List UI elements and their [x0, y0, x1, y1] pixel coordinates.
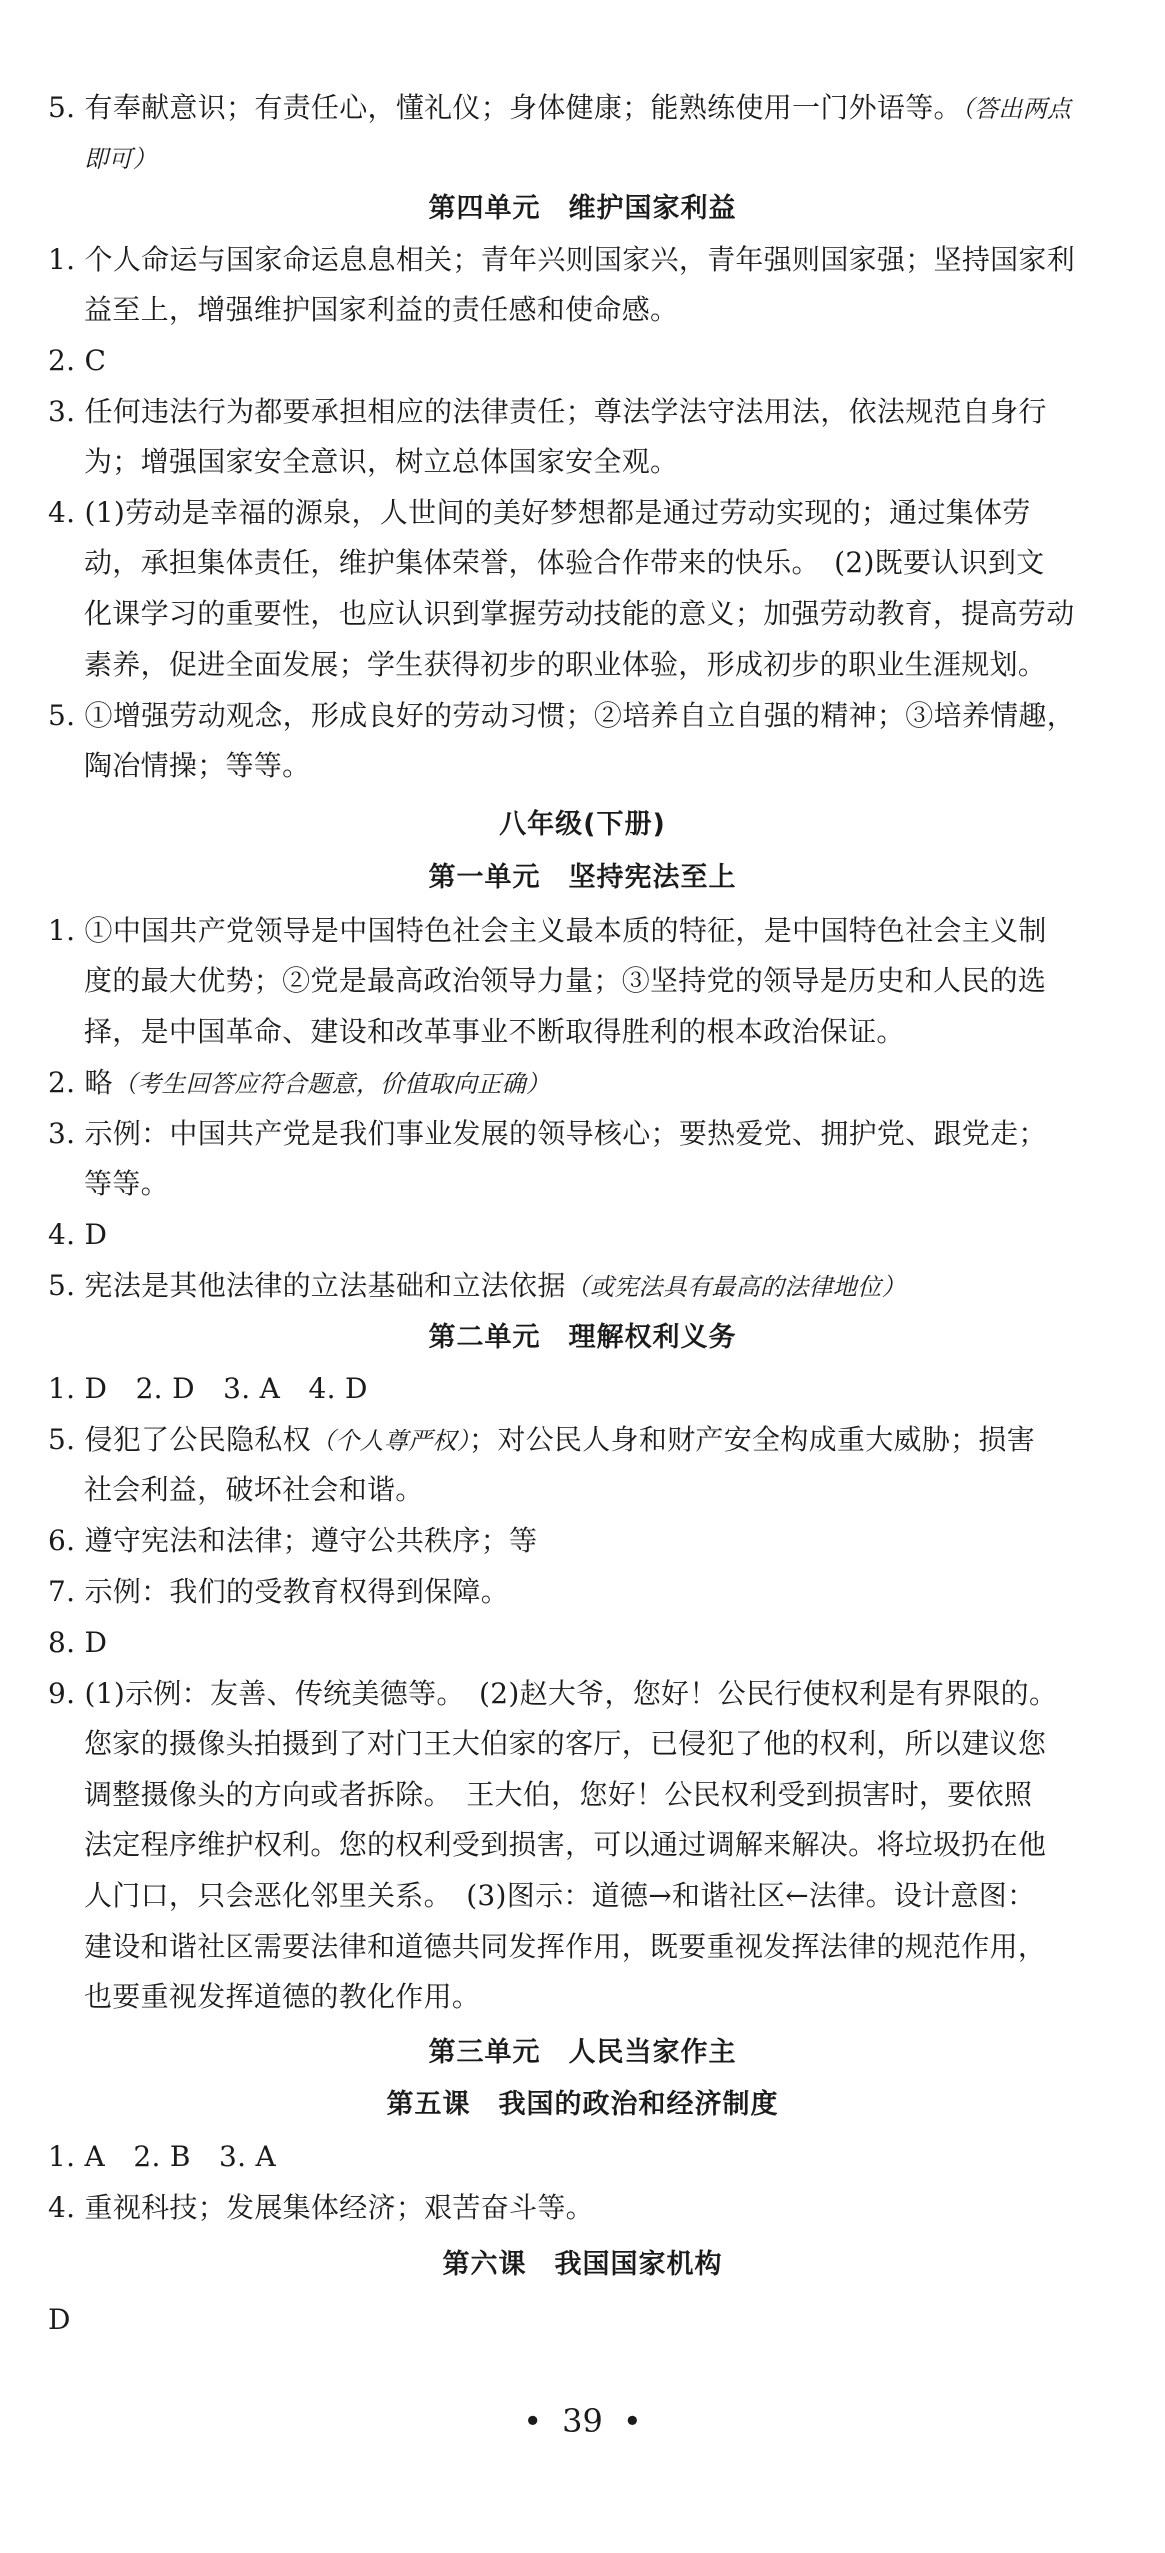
answer-line: 5. 侵犯了公民隐私权（个人尊严权）；对公民人身和财产安全构成重大威胁；损害 — [48, 1423, 1036, 1456]
footer-dot-left: • — [523, 2402, 543, 2440]
answer-line: 3. 任何违法行为都要承担相应的法律责任；尊法学法守法用法，依法规范自身行 — [48, 395, 1047, 428]
lesson-heading: 第六课 我国国家机构 — [442, 2249, 723, 2280]
answer-line: 7. 示例：我们的受教育权得到保障。 — [48, 1575, 510, 1608]
answer-line: 9. (1)示例：友善、传统美德等。 (2)赵大爷，您好！公民行使权利是有界限的。 — [48, 1677, 1058, 1710]
answer-line: 动，承担集体责任，维护集体荣誉，体验合作带来的快乐。 (2)既要认识到文 — [84, 546, 1045, 579]
answer-line: 1. D 2. D 3. A 4. D — [48, 1372, 368, 1405]
answer-line: 度的最大优势；②党是最高政治领导力量；③坚持党的领导是历史和人民的选 — [84, 964, 1047, 997]
lesson-heading: 第五课 我国的政治和经济制度 — [386, 2089, 779, 2120]
answer-line: 调整摄像头的方向或者拆除。 王大伯，您好！公民权利受到损害时，要依照 — [84, 1778, 1033, 1811]
answer-line: 5. 有奉献意识；有责任心，懂礼仪；身体健康；能熟练使用一门外语等。（答出两点 — [48, 91, 1072, 124]
answer-line: 1. A 2. B 3. A — [48, 2140, 277, 2173]
answer-line: 8. D — [48, 1626, 108, 1659]
answer-line: 4. D — [48, 1218, 108, 1251]
answer-line: 您家的摄像头拍摄到了对门王大伯家的客厅，已侵犯了他的权利，所以建议您 — [84, 1727, 1047, 1760]
answer-line: 也要重视发挥道德的教化作用。 — [84, 1980, 481, 2013]
answer-line: 为；增强国家安全意识，树立总体国家安全观。 — [84, 445, 679, 478]
unit-heading: 第一单元 坚持宪法至上 — [428, 862, 737, 893]
answer-line: 人门口，只会恶化邻里关系。 (3)图示：道德→和谐社区←法律。设计意图： — [84, 1879, 1036, 1912]
page-number: 39 — [562, 2402, 603, 2440]
answer-line: 陶冶情操；等等。 — [84, 749, 311, 782]
answer-line: 择，是中国革命、建设和改革事业不断取得胜利的根本政治保证。 — [84, 1015, 905, 1048]
answer-line: 社会利益，破坏社会和谐。 — [84, 1473, 424, 1506]
answer-line: D — [48, 2303, 71, 2336]
unit-heading: 第三单元 人民当家作主 — [428, 2037, 737, 2068]
footer-dot-right: • — [622, 2402, 642, 2440]
answer-line: 建设和谐社区需要法律和道德共同发挥作用，既要重视发挥法律的规范作用， — [84, 1930, 1047, 1963]
answer-line: 即可） — [84, 145, 157, 173]
page-footer — [0, 2396, 1165, 2446]
answer-line: 4. (1)劳动是幸福的源泉，人世间的美好梦想都是通过劳动实现的；通过集体劳 — [48, 496, 1031, 529]
answer-line: 4. 重视科技；发展集体经济；艰苦奋斗等。 — [48, 2191, 594, 2224]
unit-heading: 第二单元 理解权利义务 — [428, 1322, 737, 1353]
answer-line: 5. 宪法是其他法律的立法基础和立法依据（或宪法具有最高的法律地位） — [48, 1269, 906, 1302]
answer-line: 等等。 — [84, 1167, 169, 1200]
answer-line: 1. ①中国共产党领导是中国特色社会主义最本质的特征，是中国特色社会主义制 — [48, 914, 1047, 947]
answer-line: 5. ①增强劳动观念，形成良好的劳动习惯；②培养自立自强的精神；③培养情趣， — [48, 699, 1076, 732]
answer-line: 2. 略（考生回答应符合题意，价值取向正确） — [48, 1066, 551, 1099]
answer-line: 化课学习的重要性，也应认识到掌握劳动技能的意义；加强劳动教育，提高劳动 — [84, 597, 1075, 630]
answer-line: 法定程序维护权利。您的权利受到损害，可以通过调解来解决。将垃圾扔在他 — [84, 1828, 1047, 1861]
answer-line: 益至上，增强维护国家利益的责任感和使命感。 — [84, 293, 679, 326]
answer-line: 1. 个人命运与国家命运息息相关；青年兴则国家兴，青年强则国家强；坚持国家利 — [48, 243, 1076, 276]
answer-line: 2. C — [48, 344, 107, 377]
answer-line: 3. 示例：中国共产党是我们事业发展的领导核心；要热爱党、拥护党、跟党走； — [48, 1117, 1047, 1150]
answer-line: 6. 遵守宪法和法律；遵守公共秩序；等 — [48, 1524, 538, 1557]
grade-heading: 八年级(下册) — [499, 809, 666, 840]
answer-line: 素养，促进全面发展；学生获得初步的职业体验，形成初步的职业生涯规划。 — [84, 648, 1047, 681]
unit-heading: 第四单元 维护国家利益 — [428, 193, 737, 224]
